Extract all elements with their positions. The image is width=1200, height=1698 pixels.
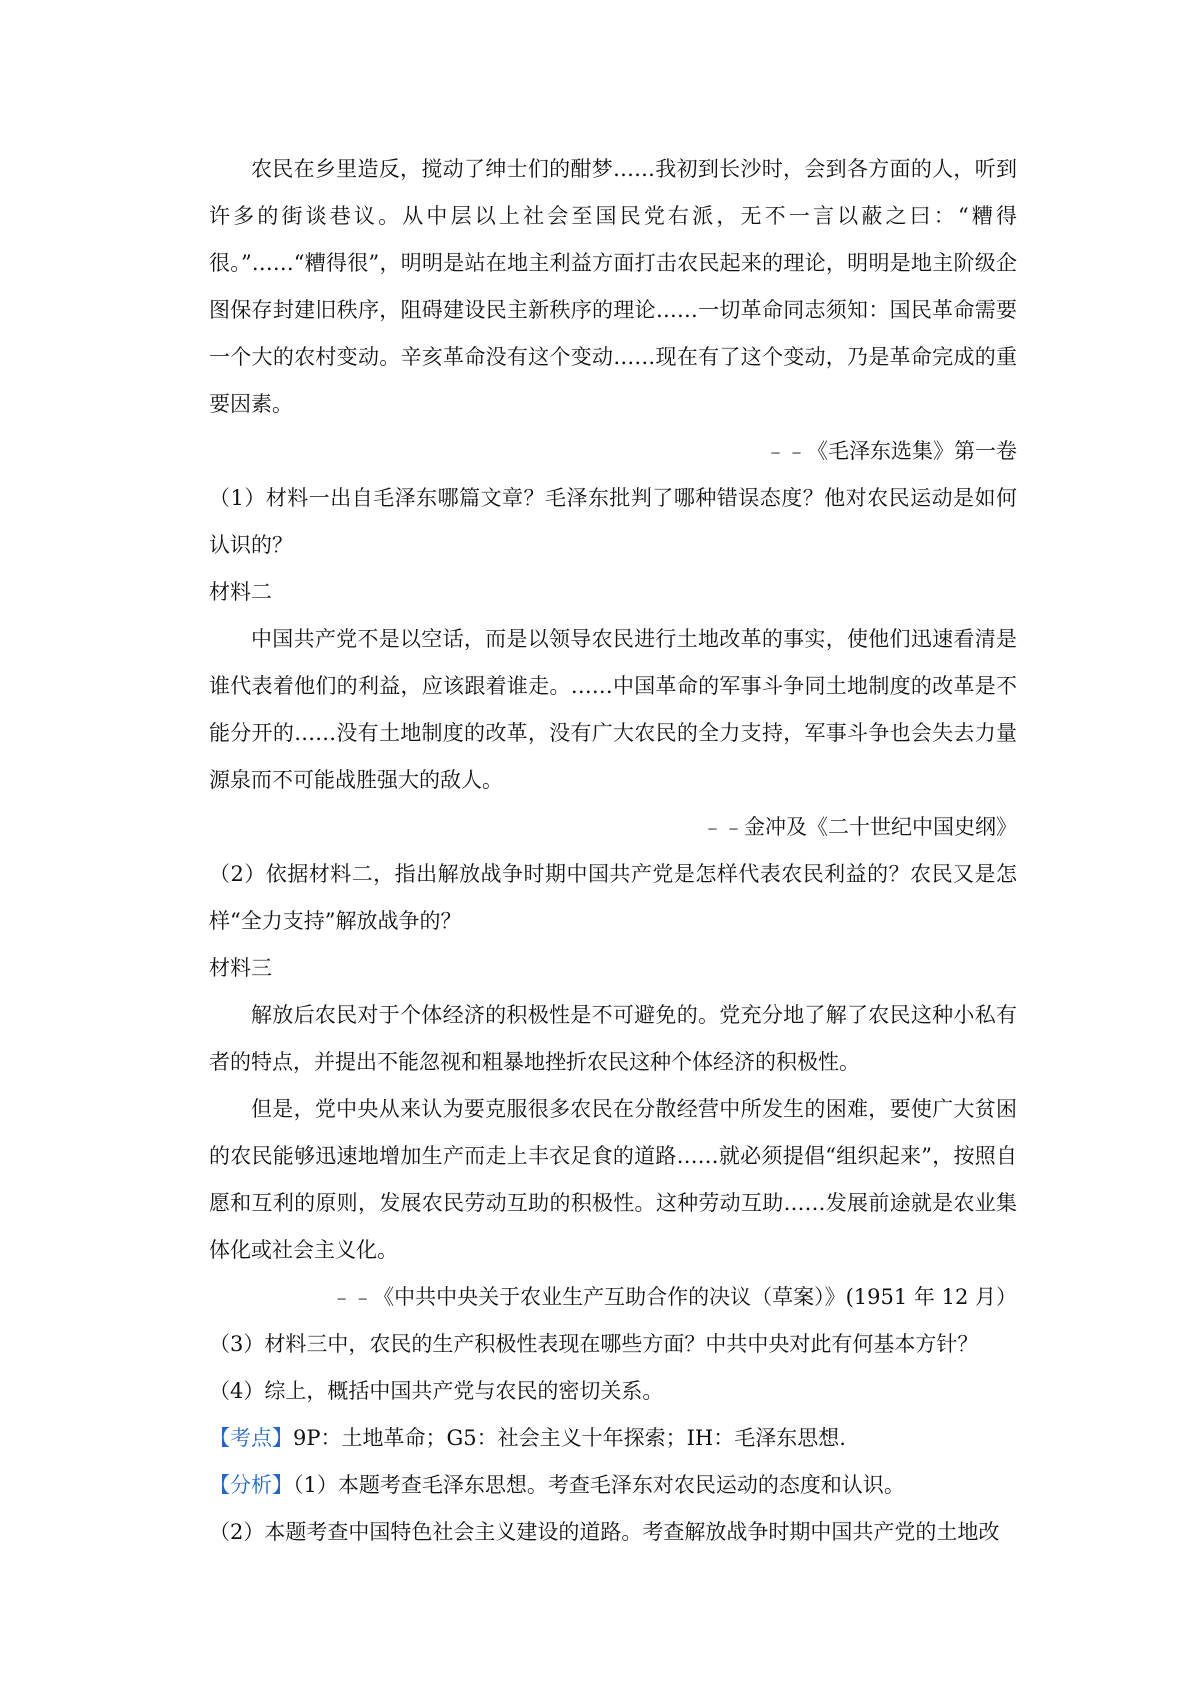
- document-body: [209, 146, 1017, 1556]
- material3-paragraph-2: 但是，党中央从来认为要克服很多农民在分散经营中所发生的困难，要使广大贫困的农民能够迅速地增加生产而走上丰衣足食的道路……就必须提倡“组织起来”，按照自愿和互利的原则，发展农民劳动互助的积极性。这种劳动互助……发展前途就是农业集体化或社会主义化。: [209, 1097, 1017, 1262]
- question-2: （2）依据材料二，指出解放战争时期中国共产党是怎样代表农民利益的？农民又是怎样“全力支持”解放战争的？: [209, 862, 1017, 933]
- kaodian-tag: 【考点】: [209, 1426, 293, 1450]
- question-3: （3）材料三中，农民的生产积极性表现在哪些方面？中共中央对此有何基本方针？: [209, 1332, 979, 1356]
- material2-source: ﹣﹣金冲及《二十世纪中国史纲》: [702, 815, 1017, 839]
- material1-paragraph: 农民在乡里造反，搅动了绅士们的酣梦……我初到长沙时，会到各方面的人，听到许多的街谈巷议。从中层以上社会至国民党右派，无不一言以蔽之曰：“糟得很。”……“糟得很”，明明是站在地主利益方面打击农民起来的理论，明明是地主阶级企图保存封建旧秩序，阻碍建设民主新秩序的理论……一切革命同志须知：国民革命需要一个大的农村变动。辛亥革命没有这个变动……现在有了这个变动，乃是革命完成的重要因素。: [209, 157, 1017, 416]
- fenxi-line: [209, 1462, 1017, 1509]
- material1-source: ﹣﹣《毛泽东选集》第一卷: [765, 439, 1017, 463]
- material3-source: ﹣﹣《中共中央关于农业生产互助合作的决议（草案）》(1951 年 12 月）: [331, 1285, 1017, 1309]
- question-1: （1）材料一出自毛泽东哪篇文章？毛泽东批判了哪种错误态度？他对农民运动是如何认识的？: [209, 486, 1017, 557]
- material2-heading: 材料二: [209, 580, 272, 604]
- fenxi-tag: 【分析】: [209, 1473, 293, 1497]
- question-4: （4）综上，概括中国共产党与农民的密切关系。: [209, 1379, 664, 1403]
- material2-paragraph: 中国共产党不是以空话，而是以领导农民进行土地改革的事实，使他们迅速看清是谁代表着他们的利益，应该跟着谁走。……中国革命的军事斗争同土地制度的改革是不能分开的……没有土地制度的改革，没有广大农民的全力支持，军事斗争也会失去力量源泉而不可能战胜强大的敌人。: [209, 627, 1017, 792]
- analysis-2: （2）本题考查中国特色社会主义建设的道路。考查解放战争时期中国共产党的土地改: [209, 1520, 1000, 1544]
- material3-heading: 材料三: [209, 956, 272, 980]
- fenxi-text: （1）本题考查毛泽东思想。考查毛泽东对农民运动的态度和认识。: [293, 1473, 905, 1497]
- kaodian-text: 9P：土地革命；G5：社会主义十年探索；IH：毛泽东思想.: [293, 1426, 846, 1450]
- material3-paragraph-1: 解放后农民对于个体经济的积极性是不可避免的。党充分地了解了农民这种小私有者的特点，并提出不能忽视和粗暴地挫折农民这种个体经济的积极性。: [209, 1003, 1017, 1074]
- kaodian-line: [209, 1415, 1017, 1462]
